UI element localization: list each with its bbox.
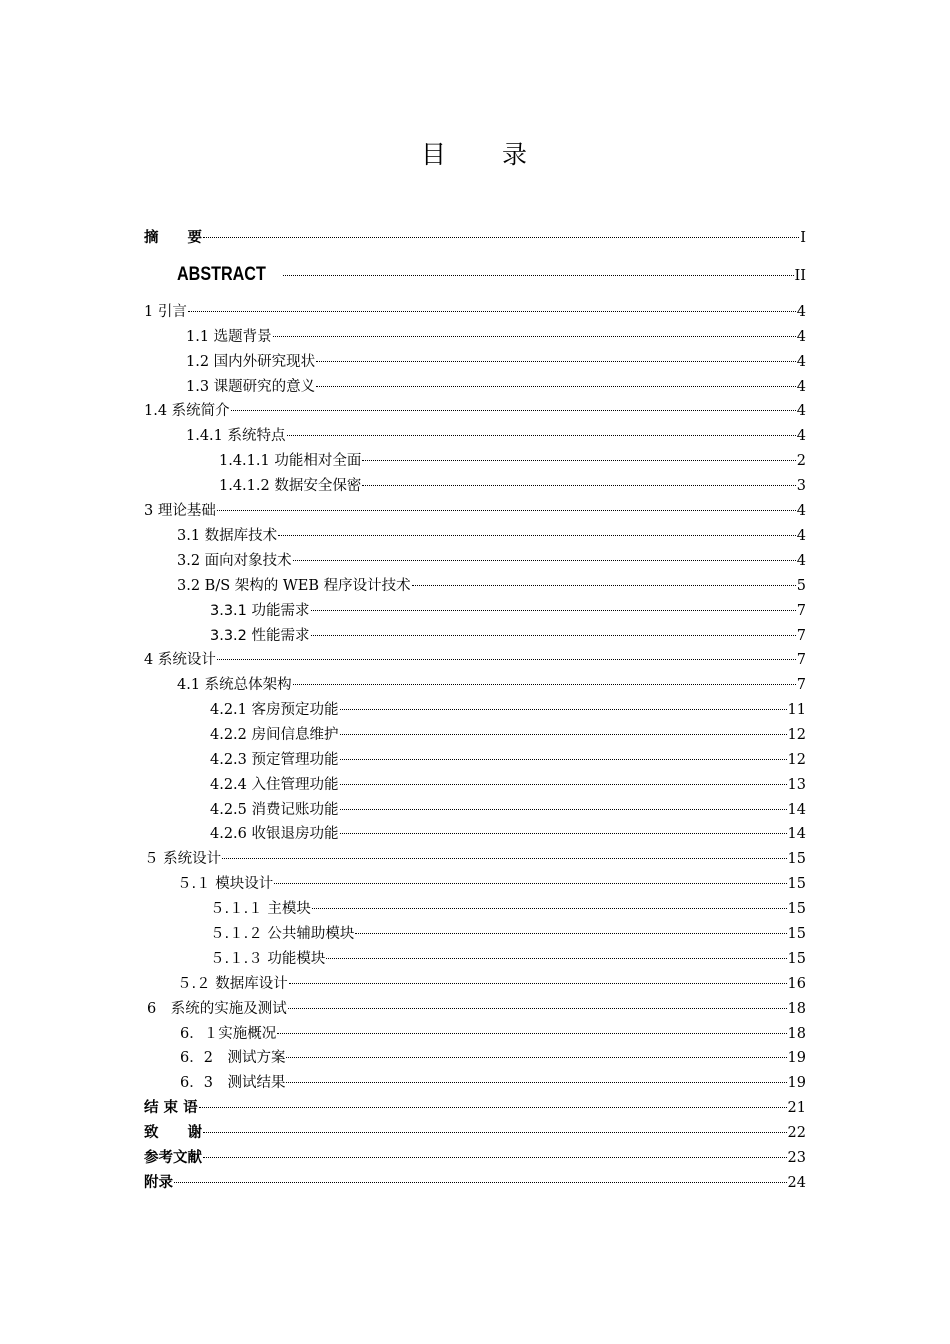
toc-entry-page-number: 13	[787, 777, 806, 793]
toc-entry[interactable]	[210, 775, 806, 795]
toc-entry-page-number: 12	[787, 727, 806, 743]
toc-entry-page-number: 11	[787, 702, 806, 718]
toc-entry[interactable]	[177, 974, 806, 994]
toc-entry[interactable]	[177, 265, 806, 286]
toc-entry-page-number: 18	[787, 1001, 806, 1017]
toc-entry-page-number: 23	[787, 1150, 806, 1166]
toc-entry-label: ５.２ 数据库设计	[177, 976, 288, 992]
dot-leader	[278, 535, 796, 536]
toc-entry-label: 4.2.2 房间信息维护	[210, 727, 339, 743]
toc-entry[interactable]	[177, 576, 806, 596]
toc-entry-label: 参考文献	[144, 1150, 202, 1166]
toc-entry[interactable]	[210, 924, 806, 944]
toc-entry-label: 致 谢	[144, 1125, 202, 1141]
toc-entry[interactable]	[144, 1123, 806, 1143]
dot-leader	[286, 1057, 786, 1058]
toc-entry-page-number: 16	[787, 976, 806, 992]
toc-entry-label: 4.2.1 客房预定功能	[210, 702, 339, 718]
toc-entry-label: 4 系统设计	[144, 652, 216, 668]
toc-entry-label: 1.4.1 系统特点	[186, 428, 286, 444]
toc-entry[interactable]	[210, 700, 806, 720]
toc-entry-page-number: 14	[787, 802, 806, 818]
toc-entry-page-number: 7	[796, 652, 806, 668]
toc-entry-label: 6 系统的实施及测试	[147, 1001, 287, 1017]
toc-entry-page-number: 18	[787, 1026, 806, 1042]
toc-entry-label: 3.3.1 功能需求	[210, 603, 310, 619]
toc-entry[interactable]	[177, 874, 806, 894]
dot-leader	[174, 1182, 787, 1183]
toc-entry-page-number: 4	[796, 354, 806, 370]
toc-entry-label: ５.１.１ 主模块	[210, 901, 311, 917]
dot-leader	[222, 858, 786, 859]
toc-entry-label: 1.4.1.2 数据安全保密	[219, 478, 362, 494]
dot-leader	[311, 635, 796, 636]
toc-entry-page-number: 15	[787, 851, 806, 867]
toc-entry-label: 4.2.6 收银退房功能	[210, 826, 339, 842]
toc-entry-page-number: 4	[796, 403, 806, 419]
dot-leader	[340, 809, 787, 810]
dot-leader	[203, 237, 799, 238]
toc-entry-page-number: 4	[796, 329, 806, 345]
toc-entry-label: 1.2 国内外研究现状	[186, 354, 316, 370]
toc-entry-label: 4.1 系统总体架构	[177, 677, 292, 693]
toc-entry[interactable]	[144, 1148, 806, 1168]
toc-entry-page-number: 3	[796, 478, 806, 494]
toc-entry-label: 6．１实施概况	[180, 1026, 277, 1042]
toc-entry-label: 1.4 系统简介	[144, 403, 230, 419]
toc-entry-label: 4.2.3 预定管理功能	[210, 752, 339, 768]
dot-leader	[362, 460, 795, 461]
toc-entry-label: 3.3.2 性能需求	[210, 628, 310, 644]
toc-entry-label: 4.2.4 入住管理功能	[210, 777, 339, 793]
toc-entry-page-number: 15	[787, 876, 806, 892]
toc-entry[interactable]	[210, 899, 806, 919]
dot-leader	[340, 833, 787, 834]
toc-entry-label: 3 理论基础	[144, 503, 216, 519]
dot-leader	[311, 610, 796, 611]
toc-entry-page-number: 19	[787, 1050, 806, 1066]
dot-leader	[273, 336, 796, 337]
toc-entry-page-number: 14	[787, 826, 806, 842]
toc-entry-page-number: 15	[787, 926, 806, 942]
toc-entry[interactable]	[219, 476, 806, 496]
toc-entry[interactable]	[186, 426, 806, 446]
toc-entry-label: 3.2 B/S 架构的 WEB 程序设计技术	[177, 578, 411, 594]
toc-entry-label: ABSTRACT	[177, 264, 266, 285]
toc-entry[interactable]	[144, 501, 806, 521]
dot-leader	[340, 734, 787, 735]
dot-leader	[231, 410, 796, 411]
toc-entry-page-number: 4	[796, 379, 806, 395]
toc-entry[interactable]	[186, 377, 806, 397]
toc-entry-page-number: 5	[796, 578, 806, 594]
toc-entry[interactable]	[210, 601, 806, 621]
toc-entry[interactable]	[210, 800, 806, 820]
toc-entry[interactable]	[144, 1173, 806, 1193]
toc-entry[interactable]	[177, 551, 806, 571]
toc-entry-page-number: 22	[787, 1125, 806, 1141]
toc-entry[interactable]	[147, 999, 806, 1019]
dot-leader	[340, 759, 787, 760]
dot-leader	[277, 1033, 786, 1034]
dot-leader	[326, 958, 786, 959]
toc-entry[interactable]	[210, 750, 806, 770]
toc-entry-page-number: 4	[796, 428, 806, 444]
dot-leader	[316, 386, 796, 387]
dot-leader	[293, 560, 796, 561]
toc-entry-page-number: 19	[787, 1075, 806, 1091]
toc-entry[interactable]	[177, 526, 806, 546]
toc-entry-page-number: 4	[796, 528, 806, 544]
toc-entry-label: 1.4.1.1 功能相对全面	[219, 453, 362, 469]
toc-entry[interactable]	[144, 228, 806, 248]
toc-entry-label: ５ 系统设计	[144, 851, 222, 867]
dot-leader	[188, 311, 796, 312]
toc-entry-page-number: 12	[787, 752, 806, 768]
toc-entry-page-number: 2	[796, 453, 806, 469]
dot-leader	[362, 485, 795, 486]
toc-entry-page-number: 4	[796, 553, 806, 569]
dot-leader	[412, 585, 796, 586]
page-title: 目 录	[420, 140, 529, 169]
toc-entry-page-number: 24	[787, 1175, 806, 1191]
toc-entry-label: 1 引言	[144, 304, 187, 320]
toc-entry-label: 6．3 测试结果	[180, 1075, 286, 1091]
dot-leader	[312, 908, 787, 909]
dot-leader	[293, 684, 796, 685]
toc-entry-page-number: 15	[787, 951, 806, 967]
dot-leader	[355, 933, 786, 934]
toc-entry[interactable]	[210, 949, 806, 969]
toc-entry-page-number: 4	[796, 304, 806, 320]
dot-leader	[340, 709, 787, 710]
dot-leader	[217, 659, 796, 660]
toc-entry[interactable]	[210, 626, 806, 646]
toc-entry-page-number: 21	[787, 1100, 806, 1116]
toc-entry-page-number: 7	[796, 603, 806, 619]
dot-leader	[199, 1107, 787, 1108]
toc-entry-page-number: 7	[796, 677, 806, 693]
toc-entry-page-number: 7	[796, 628, 806, 644]
toc-entry[interactable]	[180, 1048, 806, 1068]
toc-entry-page-number: 4	[796, 503, 806, 519]
toc-entry-label: 3.2 面向对象技术	[177, 553, 292, 569]
toc-entry-label: 6．2 测试方案	[180, 1050, 286, 1066]
toc-entry-page-number: 15	[787, 901, 806, 917]
toc-entry-page-number: I	[800, 230, 806, 246]
dot-leader	[283, 275, 794, 276]
toc-entry-label: 摘 要	[144, 230, 202, 246]
toc-entry[interactable]	[144, 650, 806, 670]
dot-leader	[316, 361, 796, 362]
dot-leader	[217, 510, 796, 511]
dot-leader	[203, 1157, 787, 1158]
dot-leader	[289, 983, 787, 984]
toc-entry-label: ５.１.３ 功能模块	[210, 951, 326, 967]
toc-entry[interactable]	[144, 401, 806, 421]
dot-leader	[274, 883, 786, 884]
toc-entry[interactable]	[186, 327, 806, 347]
toc-entry[interactable]	[186, 352, 806, 372]
dot-leader	[288, 1008, 787, 1009]
dot-leader	[286, 1082, 786, 1083]
toc-entry-page-number: II	[794, 268, 806, 284]
toc-entry[interactable]	[177, 675, 806, 695]
toc-entry-label: 1.3 课题研究的意义	[186, 379, 316, 395]
dot-leader	[203, 1132, 787, 1133]
dot-leader	[340, 784, 787, 785]
toc-entry[interactable]	[144, 302, 806, 322]
toc-entry-label: ５.１ 模块设计	[177, 876, 274, 892]
toc-entry[interactable]	[180, 1024, 806, 1044]
toc-entry-label: 结 束 语	[144, 1100, 198, 1116]
toc-entry-label: 3.1 数据库技术	[177, 528, 278, 544]
toc-entry[interactable]	[210, 824, 806, 844]
toc-entry-label: 附录	[144, 1175, 173, 1191]
toc-entry[interactable]	[180, 1073, 806, 1093]
toc-entry[interactable]	[210, 725, 806, 745]
toc-entry-label: ５.１.２ 公共辅助模块	[210, 926, 355, 942]
toc-entry-label: 1.1 选题背景	[186, 329, 272, 345]
dot-leader	[287, 435, 796, 436]
toc-entry-label: 4.2.5 消费记账功能	[210, 802, 339, 818]
toc-entry[interactable]	[219, 451, 806, 471]
toc-entry[interactable]	[144, 1098, 806, 1118]
toc-entry[interactable]	[144, 849, 806, 869]
